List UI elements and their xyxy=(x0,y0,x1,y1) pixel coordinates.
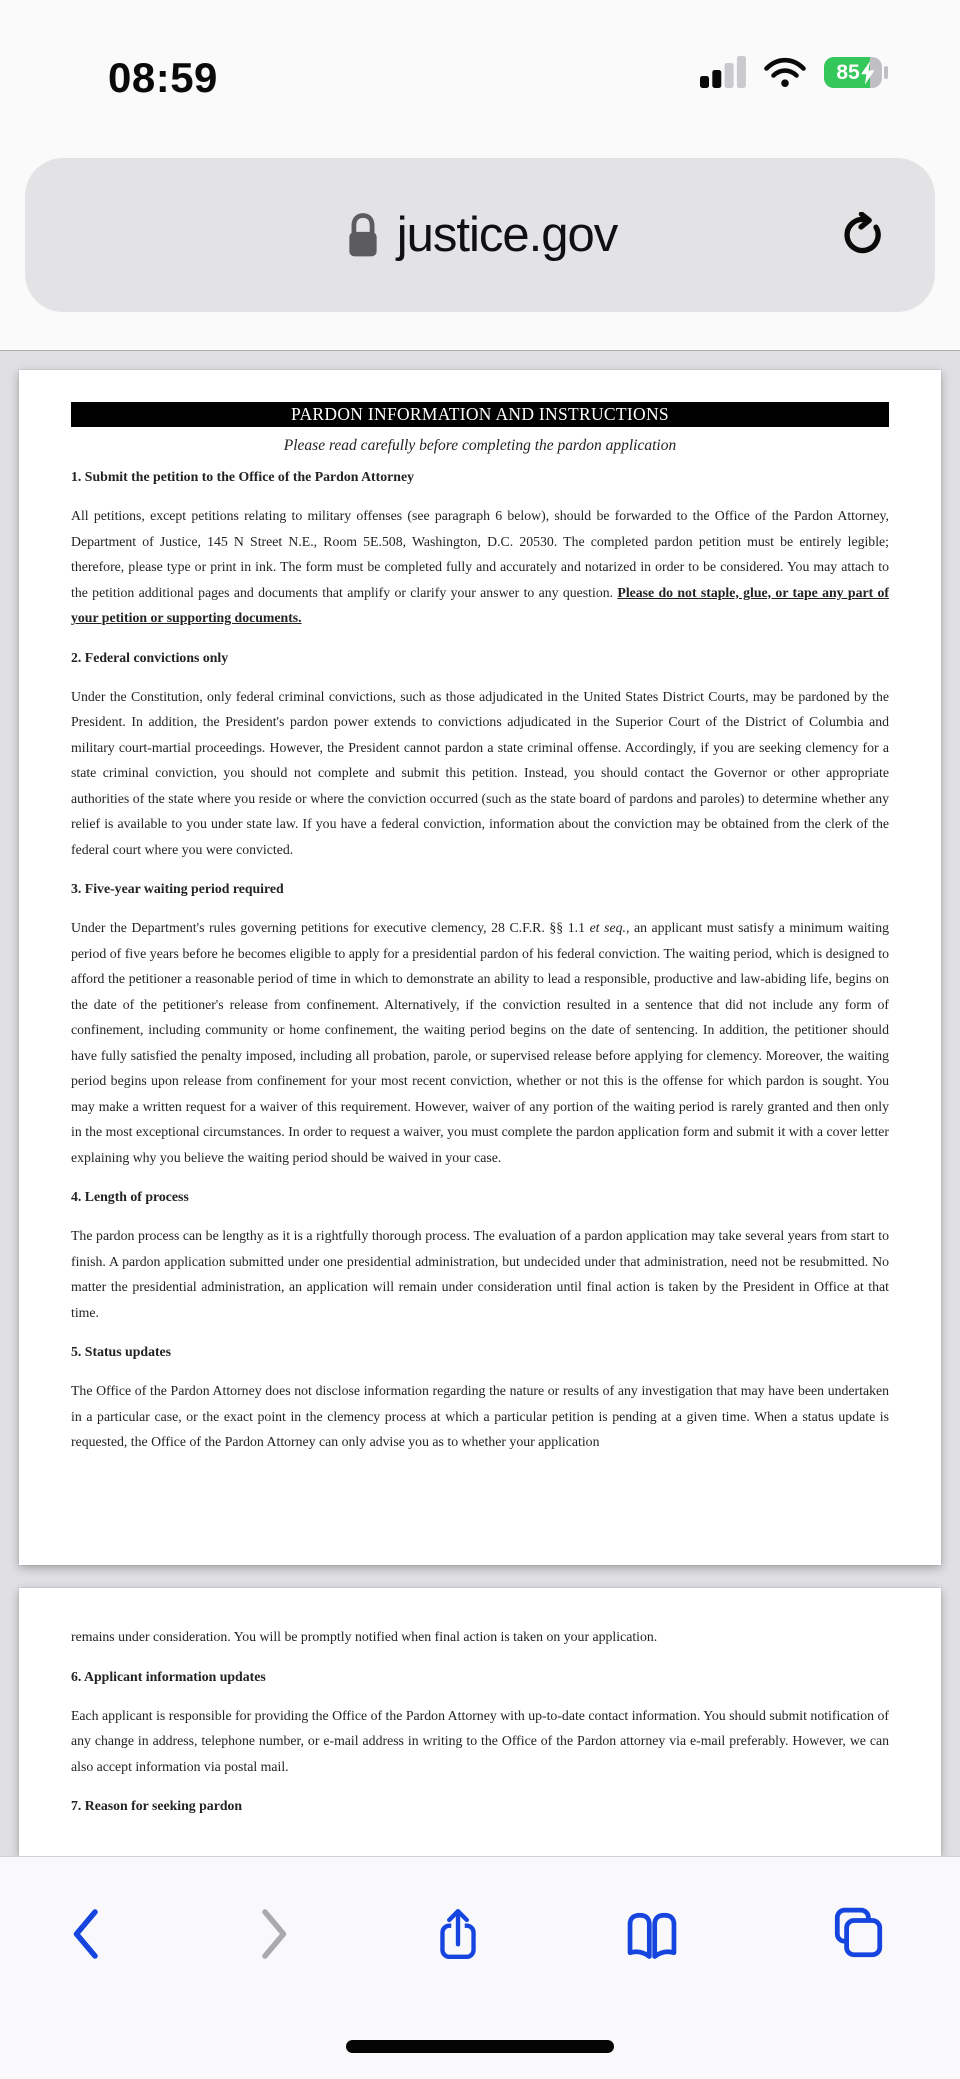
forward-button[interactable] xyxy=(230,1879,320,1989)
pdf-viewport[interactable] xyxy=(0,351,960,1856)
page2-blocks xyxy=(71,1624,889,1818)
battery-indicator xyxy=(824,57,882,88)
doc-paragraph xyxy=(71,1223,889,1325)
doc-section-heading xyxy=(71,645,889,670)
doc-text-segment: The pardon process can be lengthy as it is a rightfully thorough process. The evaluation of a pardon application may take several years from start to finish. A pardon application submitted under one presidential administration, but undecided under that administration, need not be resubmitted. No matter the presidential administration, an application will remain under consideration until final action is taken by the President in Office at that time. xyxy=(71,1228,889,1320)
share-button[interactable] xyxy=(413,1879,503,1989)
charging-bolt-icon xyxy=(861,61,875,85)
back-chevron-icon xyxy=(70,1908,100,1960)
status-time: 08:59 xyxy=(108,54,218,101)
forward-chevron-icon xyxy=(260,1908,290,1960)
reload-button[interactable] xyxy=(839,212,885,258)
doc-paragraph xyxy=(71,915,889,1170)
doc-text-segment: 1. Submit the petition to the Office of the Pardon Attorney xyxy=(71,469,414,484)
cellular-signal-icon xyxy=(700,56,746,88)
doc-text-segment: Please do not staple, glue, or tape any part of your petition or supporting documents. xyxy=(71,584,890,625)
battery-percent: 85 xyxy=(836,60,860,84)
pdf-page-2 xyxy=(19,1588,941,1856)
doc-section-heading xyxy=(71,876,889,901)
doc-section-heading xyxy=(71,1184,889,1209)
browser-bottom-toolbar xyxy=(0,1856,960,2079)
doc-paragraph xyxy=(71,684,889,863)
browser-top-chrome xyxy=(0,0,960,351)
doc-text-segment: 2. Federal convictions only xyxy=(71,649,229,665)
doc-section-heading xyxy=(71,1793,889,1818)
tabs-button[interactable] xyxy=(813,1879,903,1989)
doc-text-segment: Under the Department's rules governing petitions for executive clemency, 28 C.F.R. §§ 1.1 xyxy=(71,920,590,935)
doc-text-segment: remains under consideration. You will be promptly notified when final action is taken on your application. xyxy=(71,1629,658,1644)
tabs-overview-icon xyxy=(829,1905,887,1963)
doc-text-segment: Each applicant is responsible for providing the Office of the Pardon Attorney with up-to-date contact information. You should submit notification of any change in address, telephone number, or e-mail address in writing to the Office of the Pardon attorney via e-mail preferably. However, we can also accept information via postal mail. xyxy=(71,1707,889,1774)
wifi-icon xyxy=(763,56,807,88)
doc-section-heading xyxy=(71,1339,889,1364)
home-indicator[interactable] xyxy=(346,2040,614,2053)
share-icon xyxy=(435,1905,481,1963)
lock-icon xyxy=(343,210,383,261)
back-button[interactable] xyxy=(40,1879,130,1989)
battery-cap xyxy=(884,66,888,79)
open-book-icon xyxy=(622,1908,682,1960)
doc-paragraph xyxy=(71,1378,889,1455)
doc-text-segment: 6. Applicant information updates xyxy=(71,1668,266,1684)
doc-text-segment: , an applicant must satisfy a minimum waiting period of five years before he becomes eligible to apply for a presidential pardon of his federal conviction. The waiting period, which is designed to afford the petitioner a reasonable period of time in which to demonstrate an ability to lead a responsible, productive and law-abiding life, begins on the date of the petitioner's release from confinement. Alternatively, if the conviction resulted in a sentence that did not include any form of confinement, including community or home confinement, the waiting period begins on the date of sentencing. In addition, the petitioner should have fully satisfied the penalty imposed, including all probation, parole, or supervised release before applying for clemency. Moreover, the waiting period begins upon release from confinement for your most recent conviction, whether or not this is the offense for which pardon is sought. You may make a written request for a waiver of this requirement. However, waiver of any portion of the waiting period is rarely granted and then only in the most exceptional circumstances. In order to request a waiver, you must complete the pardon application form and submit it with a cover letter explaining why you believe the waiting period should be waived in your case. xyxy=(71,920,890,1165)
doc-text-segment: 7. Reason for seeking pardon xyxy=(71,1798,243,1813)
doc-text-segment: All petitions, except petitions relating to military offenses (see paragraph 6 below), should be forwarded to the Office of the Pardon Attorney, Department of Justice, 145 N Street N.E., Room 5E.508, Washington, D.C. 20530. The completed pardon petition must be entirely legible; therefore, please type or print in ink. The form must be completed fully and accurately and notarized in order to be considered. You may attach to the petition additional pages and documents that amplify or clarify your answer to any question. xyxy=(71,508,889,600)
doc-text-segment: 3. Five-year waiting period required xyxy=(71,881,284,896)
doc-section-heading xyxy=(71,464,889,489)
doc-subtitle: Please read carefully before completing the pardon application xyxy=(283,437,677,454)
bookmarks-button[interactable] xyxy=(607,1879,697,1989)
doc-paragraph xyxy=(71,503,889,631)
doc-title-bar: PARDON INFORMATION AND INSTRUCTIONS xyxy=(71,402,889,427)
status-icons xyxy=(700,55,882,89)
doc-paragraph xyxy=(71,1703,889,1780)
address-bar[interactable] xyxy=(25,158,935,312)
doc-text-segment: 5. Status updates xyxy=(71,1344,172,1359)
status-bar xyxy=(0,0,960,115)
doc-section-heading xyxy=(71,1664,889,1689)
page1-blocks xyxy=(71,464,889,1455)
pdf-page-1 xyxy=(19,370,941,1565)
url-domain: justice.gov xyxy=(396,208,618,262)
doc-text-segment: The Office of the Pardon Attorney does not disclose information regarding the nature or results of any investigation that may have been undertaken in a particular case, or the exact point in the clemency process at which a particular petition is pending at a given time. When a status update is requested, the Office of the Pardon Attorney can only advise you as to whether your application xyxy=(71,1383,889,1449)
doc-text-segment: Under the Constitution, only federal criminal convictions, such as those adjudicated in the United States District Courts, may be pardoned by the President. In addition, the President's pardon power extends to convictions adjudicated in the Superior Court of the District of Columbia and military court-martial proceedings. However, the President cannot pardon a state criminal offense. Accordingly, if you are seeking clemency for a state criminal conviction, you should not complete and submit this petition. Instead, you should contact the Governor or other appropriate authorities of the state where you reside or where the conviction occurred (such as the state board of pardons and paroles) to determine whether any relief is available to you under state law. If you have a federal conviction, information about the conviction may be obtained from the clerk of the federal court where you were convicted. xyxy=(71,688,889,857)
doc-text-segment: 4. Length of process xyxy=(71,1189,189,1204)
doc-text-segment: et seq. xyxy=(589,920,626,935)
doc-paragraph xyxy=(71,1624,889,1650)
